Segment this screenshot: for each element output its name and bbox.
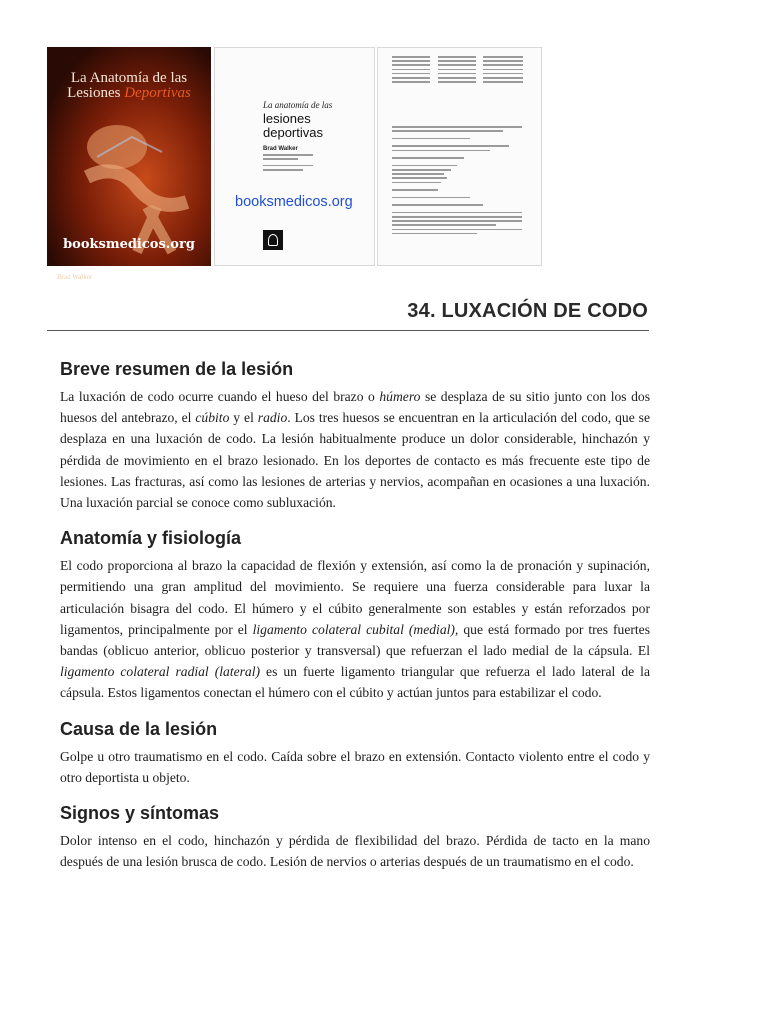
cover-title-highlight: Deportivas bbox=[124, 85, 191, 101]
section-summary bbox=[60, 358, 650, 513]
chapter-content bbox=[60, 358, 650, 886]
section-paragraph: El codo proporciona al brazo la capacidad de flexión y extensión, así como la de pronación y supinación, permitiendo una gran amplitud del movimiento. Se requiere una fuerza considerable para luxar la articulación bisagra del codo. El húmero y el cúbito generalmente son estables y están reforzados por ligamentos, principalmente por el ligamento colateral cubital (medial), que está formado por tres fuertes bandas (oblicuo anterior, oblicuo posterior y transversal) que refuerzan el lado medial de la cápsula. El ligamento colateral radial (lateral) es un fuerte ligamento triangular que refuerza el lado lateral de la cápsula. Estos ligamentos conectan el húmero con el cúbito y actúan juntos para estabilizar el codo. bbox=[60, 558, 650, 701]
cover-author: Brad Walker bbox=[57, 273, 93, 281]
cover-title-line2: Lesiones bbox=[67, 85, 121, 101]
title-page-text-lines bbox=[263, 154, 313, 173]
credits-page-thumbnail[interactable] bbox=[377, 47, 542, 266]
section-anatomy bbox=[60, 527, 650, 703]
section-heading: Anatomía y fisiología bbox=[60, 528, 242, 549]
section-paragraph: Golpe u otro traumatismo en el codo. Caída sobre el brazo en extensión. Contacto violento entre el codo y otro deportista u objeto. bbox=[60, 748, 650, 785]
credits-body-lines bbox=[392, 126, 522, 237]
publisher-logo-icon bbox=[263, 230, 283, 250]
section-paragraph: La luxación de codo ocurre cuando el hueso del brazo o húmero se desplaza de su sitio junto con los dos huesos del antebrazo, el cúbito y el radio. Los tres huesos se encuentran en la articulación del codo, que se desplaza en una luxación de codo. La lesión habitualmente produce un dolor considerable, hinchazón y pérdida de movimiento en el brazo lesionado. En los deportes de contacto es más frecuente este tipo de lesiones. Las fracturas, así como las lesiones de arterias y nervios, acompañan en ocasiones a una luxación. Una luxación parcial se conoce como subluxación. bbox=[60, 389, 650, 511]
credits-column-3 bbox=[483, 56, 523, 85]
section-heading: Breve resumen de la lesión bbox=[60, 359, 294, 379]
credits-column-1 bbox=[392, 56, 430, 85]
title-page-title-line2: deportivas bbox=[263, 125, 323, 140]
cover-watermark: booksmedicos.org bbox=[63, 237, 195, 252]
cover-title-line1: La Anatomía de las bbox=[70, 70, 188, 86]
chapter-title: 34. LUXACIÓN DE CODO bbox=[407, 300, 648, 322]
title-page-title bbox=[263, 112, 323, 140]
credits-column-2 bbox=[438, 56, 476, 85]
title-page-author: Brad Walker bbox=[263, 146, 298, 152]
title-page-title-line1: lesiones bbox=[263, 111, 311, 126]
title-page-watermark: booksmedicos.org bbox=[235, 194, 353, 210]
section-heading: Signos y síntomas bbox=[60, 803, 220, 824]
title-page-thumbnail[interactable] bbox=[214, 47, 375, 266]
chapter-divider bbox=[47, 330, 649, 331]
anatomy-figure-illustration bbox=[77, 107, 197, 257]
section-symptoms bbox=[60, 802, 650, 872]
section-heading: Causa de la lesión bbox=[60, 718, 218, 739]
section-cause bbox=[60, 718, 650, 788]
section-paragraph: Dolor intenso en el codo, hinchazón y pérdida de flexibilidad del brazo. Pérdida de tacto en la mano después de una lesión brusca de codo. Lesión de nervios o arterias después de un traumatismo en el codo. bbox=[60, 833, 650, 870]
book-cover-thumbnail[interactable] bbox=[47, 47, 211, 281]
cover-title bbox=[47, 71, 211, 101]
title-page-subtitle: La anatomía de las bbox=[263, 100, 333, 110]
